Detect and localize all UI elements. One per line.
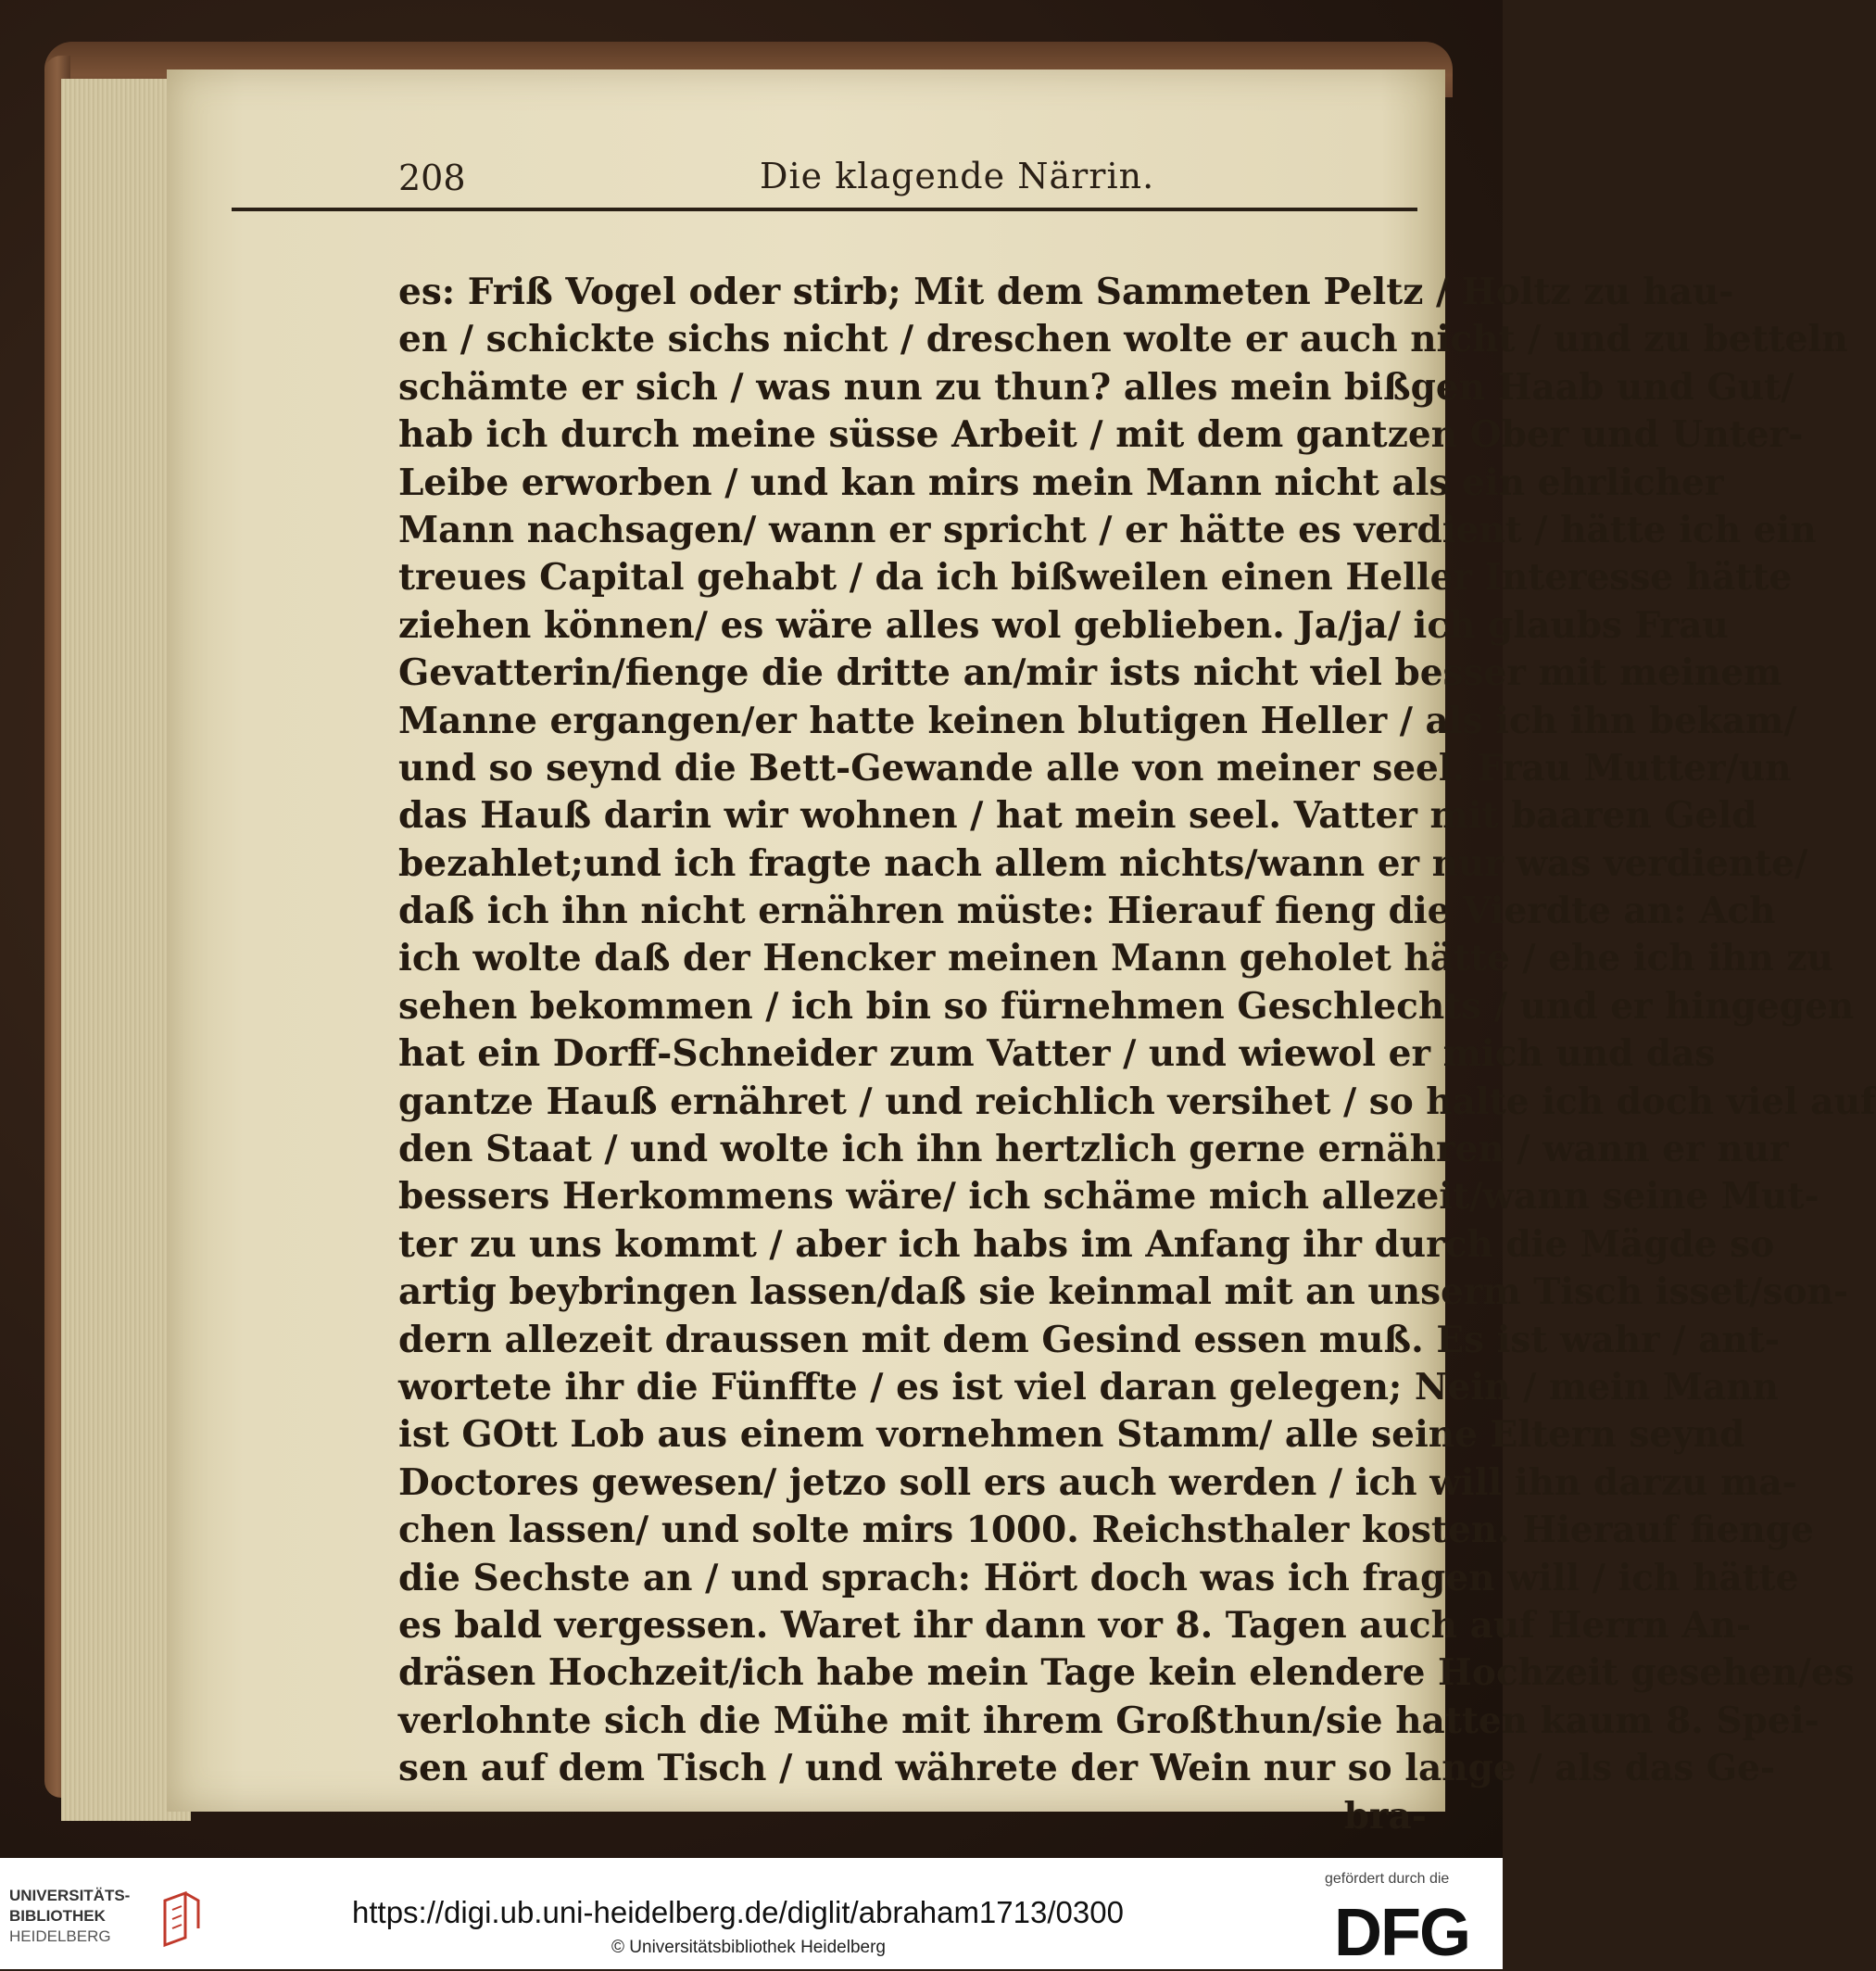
text-line: ter zu uns kommt / aber ich habs im Anfang ihr durch die Mägde so: [398, 1222, 1775, 1266]
viewer-footer: [0, 1858, 1503, 1969]
text-line: das Hauß darin wir wohnen / hat mein seel. Vatter mit baaren Geld: [398, 794, 1757, 838]
text-line: hab ich durch meine süsse Arbeit / mit dem gantzen Ober und Unter-: [398, 413, 1804, 457]
text-line: sehen bekommen / ich bin so fürnehmen Geschlechts / und er hingegen: [398, 984, 1855, 1028]
dfg-logo[interactable]: DFG: [1334, 1896, 1469, 1970]
text-line: Mann nachsagen/ wann er spricht / er hätte es verdient / hätte ich ein: [398, 508, 1817, 551]
library-logo[interactable]: [9, 1886, 213, 1951]
text-line: es: Friß Vogel oder stirb; Mit dem Sammeten Peltz / Holtz zu hau-: [398, 271, 1734, 313]
text-line: sen auf dem Tisch / und währete der Wein nur so lange / als das Ge-: [398, 1747, 1776, 1790]
text-line: Leibe erworben / und kan mirs mein Mann nicht als ein ehrlicher: [398, 461, 1724, 504]
text-line: daß ich ihn nicht ernähren müste: Hierauf fieng die Vierdte an: Ach: [398, 890, 1776, 933]
text-line: en / schickte sichs nicht / dreschen wolte er auch nicht / und zu betteln: [398, 318, 1848, 361]
document-url[interactable]: https://digi.ub.uni-heidelberg.de/diglit/abraham1713/0300: [352, 1895, 1124, 1929]
text-line: bessers Herkommens wäre/ ich schäme mich allezeit/wann seine Mut-: [398, 1175, 1819, 1219]
text-line: treues Capital gehabt / da ich bißweilen einen Heller Interesse hätte: [398, 556, 1793, 600]
text-line: verlohnte sich die Mühe mit ihrem Großthun/sie hatten kaum 8. Spei-: [398, 1699, 1819, 1742]
text-line: gantze Hauß ernähret / und reichlich versihet / so halte ich doch viel auf: [398, 1080, 1876, 1123]
text-line: ich wolte daß der Hencker meinen Mann geholet hätte / ehe ich ihn zu: [398, 937, 1833, 980]
logo-line-3: HEIDELBERG: [9, 1927, 111, 1945]
library-logo-text: [9, 1886, 130, 1947]
text-line: Manne ergangen/er hatte keinen blutigen Heller / als ich ihn bekam/: [398, 699, 1797, 742]
text-line: und so seynd die Bett-Gewande alle von meiner seel. Frau Mutter/un: [398, 746, 1792, 790]
text-line: Gevatterin/fienge die dritte an/mir ists nicht viel besser mit meinem: [398, 651, 1782, 695]
page-number: 208: [398, 158, 466, 198]
text-line: bezahlet;und ich fragte nach allem nichts/wann er nur was verdiente/: [398, 841, 1808, 885]
text-line: dräsen Hochzeit/ich habe mein Tage kein elendere Hochzeit gesehen/es: [398, 1651, 1855, 1695]
text-line: hat ein Dorff-Schneider zum Vatter / und wiewol er mich und das: [398, 1032, 1716, 1076]
text-line: die Sechste an / und sprach: Hört doch was ich fragen will / ich hätte: [398, 1556, 1799, 1599]
text-line: bra-: [1343, 1794, 1427, 1838]
body-text: [398, 269, 1876, 1840]
text-line: dern allezeit draussen mit dem Gesind essen muß. Es ist wahr / ant-: [398, 1318, 1780, 1361]
text-line: schämte er sich / was nun zu thun? alles mein bißgen Haab und Gut/: [398, 365, 1794, 409]
copyright-notice: © Universitätsbibliothek Heidelberg: [611, 1938, 886, 1957]
library-emblem-icon: [157, 1891, 204, 1949]
running-head: Die klagende Närrin.: [760, 156, 1155, 196]
text-line: den Staat / und wolte ich ihn hertzlich gerne ernähren / wann er nur: [398, 1128, 1789, 1171]
text-line: Doctores gewesen/ jetzo soll ers auch werden / ich will ihn darzu ma-: [398, 1460, 1797, 1504]
text-line: ist GOtt Lob aus einem vornehmen Stamm/ alle seine Eltern seynd: [398, 1413, 1745, 1457]
text-line: wortete ihr die Fünffte / es ist viel daran gelegen; Nein / mein Mann: [398, 1365, 1779, 1409]
text-line: artig beybringen lassen/daß sie keinmal mit an unserm Tisch isset/son-: [398, 1270, 1849, 1314]
page-header: [232, 148, 1417, 211]
logo-line-2: BIBLIOTHEK: [9, 1907, 106, 1925]
text-line: chen lassen/ und solte mirs 1000. Reichsthaler kosten. Hierauf fienge: [398, 1509, 1814, 1552]
text-line: ziehen können/ es wäre alles wol geblieben. Ja/ja/ ich glaubs Frau: [398, 603, 1729, 647]
funded-by-label: gefördert durch die: [1325, 1871, 1450, 1887]
text-line: es bald vergessen. Waret ihr dann vor 8. Tagen auch auf Herrn An-: [398, 1603, 1752, 1647]
logo-line-1: UNIVERSITÄTS-: [9, 1887, 131, 1904]
